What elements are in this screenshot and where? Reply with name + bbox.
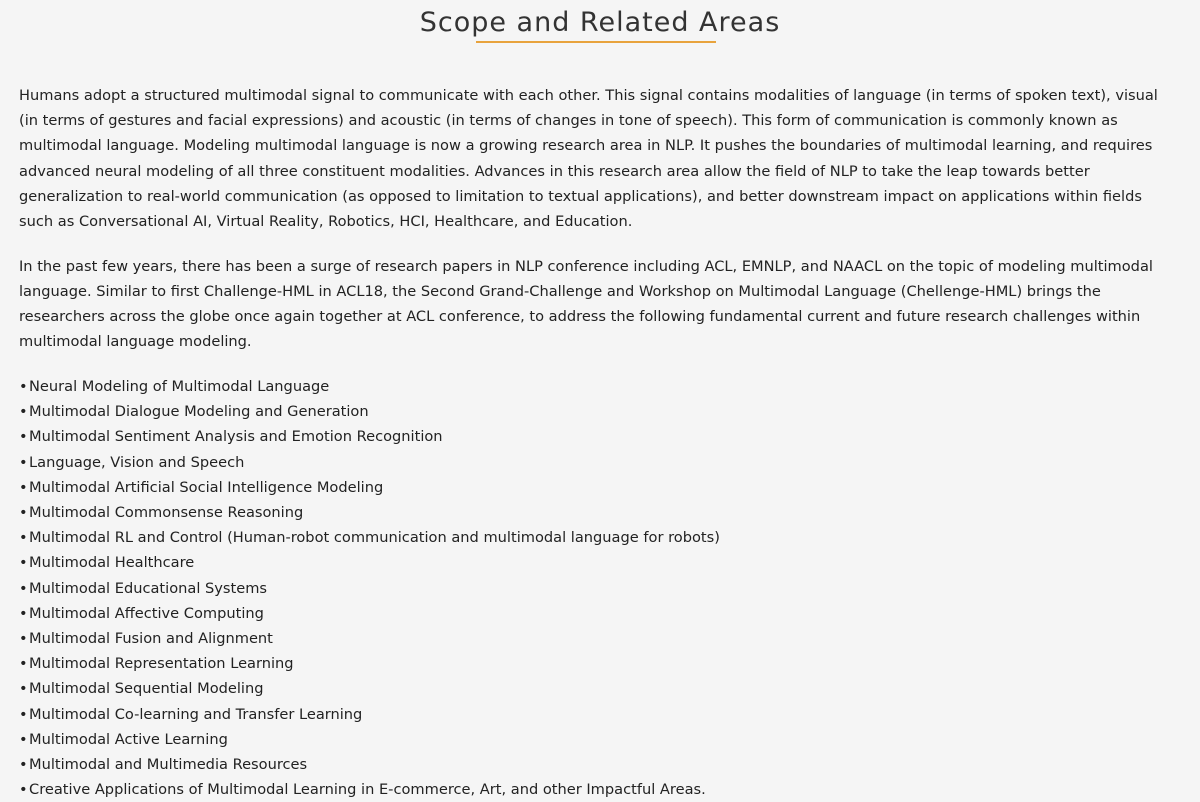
topic-item: • Multimodal Sequential Modeling	[19, 676, 1169, 701]
topic-item: • Language, Vision and Speech	[19, 450, 1169, 475]
section-title: Scope and Related Areas	[419, 7, 781, 38]
section-content	[19, 83, 1169, 802]
topic-item: • Multimodal Affective Computing	[19, 601, 1169, 626]
intro-paragraph: Humans adopt a structured multimodal signal to communicate with each other. This signal contains modalities of language (in terms of spoken text), visual (in terms of gestures and facial expressions) and acoustic (in terms of changes in tone of speech). This form of communication is commonly known as multimodal language. Modeling multimodal language is now a growing research area in NLP. It pushes the boundaries of multimodal learning, and requires advanced neural modeling of all three constituent modalities. Advances in this research area allow the field of NLP to take the leap towards better generalization to real-world communication (as opposed to limitation to textual applications), and better downstream impact on applications within fields such as Conversational AI, Virtual Reality, Robotics, HCI, Healthcare, and Education.	[19, 87, 1158, 231]
topic-item: • Multimodal Co-learning and Transfer Learning	[19, 702, 1169, 727]
topic-item: • Multimodal Active Learning	[19, 727, 1169, 752]
topic-item: • Multimodal and Multimedia Resources	[19, 752, 1169, 777]
topic-item: • Creative Applications of Multimodal Learning in E-commerce, Art, and other Impactful Areas.	[19, 777, 1169, 802]
topic-item: • Neural Modeling of Multimodal Language	[19, 374, 1169, 399]
topic-item: • Multimodal RL and Control (Human-robot communication and multimodal language for robots)	[19, 525, 1169, 550]
topic-item: • Multimodal Commonsense Reasoning	[19, 500, 1169, 525]
topic-item: • Multimodal Healthcare	[19, 550, 1169, 575]
topic-item: • Multimodal Representation Learning	[19, 651, 1169, 676]
topic-item: • Multimodal Artificial Social Intelligence Modeling	[19, 475, 1169, 500]
title-underline	[476, 41, 716, 43]
topic-item: • Multimodal Sentiment Analysis and Emotion Recognition	[19, 424, 1169, 449]
topic-item: • Multimodal Fusion and Alignment	[19, 626, 1169, 651]
topics-list	[19, 374, 1169, 802]
topic-item: • Multimodal Educational Systems	[19, 576, 1169, 601]
topic-item: • Multimodal Dialogue Modeling and Generation	[19, 399, 1169, 424]
context-paragraph: In the past few years, there has been a surge of research papers in NLP conference including ACL, EMNLP, and NAACL on the topic of modeling multimodal language. Similar to first Challenge-HML in ACL18, the Second Grand-Challenge and Workshop on Multimodal Language (Chellenge-HML) brings the researchers across the globe once again together at ACL conference, to address the following fundamental current and future research challenges within multimodal language modeling.	[19, 257, 1153, 351]
